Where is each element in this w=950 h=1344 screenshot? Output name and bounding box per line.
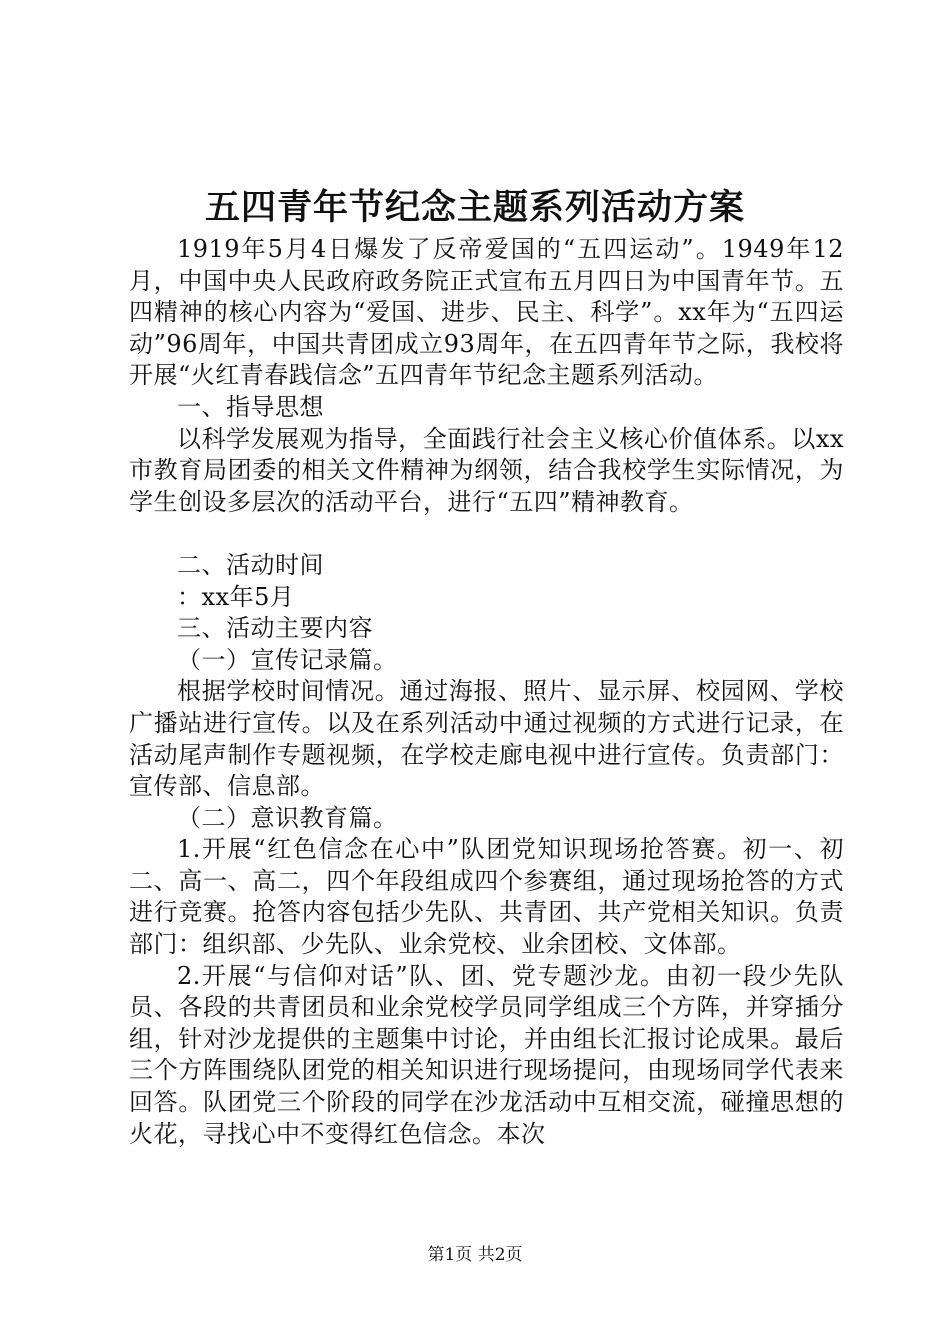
education-item-2: 2.开展“与信仰对话”队、团、党专题沙龙。由初一段少先队员、各段的共青团员和业余党校学员同学组成三个方阵，并穿插分组，针对沙龙提供的主题集中讨论，并由组长汇报讨论成果。最后三个方阵围绕队团党的相关知识进行现场提问，由现场同学代表来回答。队团党三个阶段的同学在沙龙活动中互相交流，碰撞思想的火花，寻找心中不变得红色信念。本次 — [129, 961, 844, 1148]
section-heading-main-content: 三、活动主要内容 — [177, 614, 373, 643]
intro-paragraph: 1919年5月4日爆发了反帝爱国的“五四运动”。1949年12月，中国中央人民政府政务院正式宣布五月四日为中国青年节。五四精神的核心内容为“爱国、进步、民主、科学”。xx年为“五四运动”96周年，中国共青团成立93周年，在五四青年节之际，我校将开展“火红青春践信念”五四青年节纪念主题系列活动。 — [129, 235, 844, 390]
paragraph-spacer — [129, 518, 844, 550]
section-heading-guiding-thought: 一、指导思想 — [177, 392, 324, 421]
page-footer: 第1页 共2页 — [427, 1245, 523, 1265]
subsection-heading-education: （二）意识教育篇。 — [177, 803, 398, 832]
subsection-heading-publicity: （一）宣传记录篇。 — [177, 645, 398, 674]
publicity-paragraph: 根据学校时间情况。通过海报、照片、显示屏、校园网、学校广播站进行宣传。以及在系列活动中通过视频的方式进行记录，在活动尾声制作专题视频，在学校走廊电视中进行宣传。负责部门：宣传部、信息部。 — [129, 677, 844, 801]
document-title: 五四青年节纪念主题系列活动方案 — [204, 187, 745, 228]
education-item-1: 1.开展“红色信念在心中”队团党知识现场抢答赛。初一、初二、高一、高二，四个年段组成四个参赛组，通过现场抢答的方式进行竞赛。抢答内容包括少先队、共青团、共产党相关知识。负责部门：组织部、少先队、业余党校、业余团校、文体部。 — [129, 835, 844, 959]
document-body — [129, 234, 844, 1150]
activity-time-value: ：xx年5月 — [177, 582, 295, 611]
guiding-thought-paragraph: 以科学发展观为指导，全面践行社会主义核心价值体系。以xx市教育局团委的相关文件精神为纲领，结合我校学生实际情况，为学生创设多层次的活动平台，进行“五四”精神教育。 — [129, 424, 844, 516]
section-heading-activity-time: 二、活动时间 — [177, 550, 324, 579]
